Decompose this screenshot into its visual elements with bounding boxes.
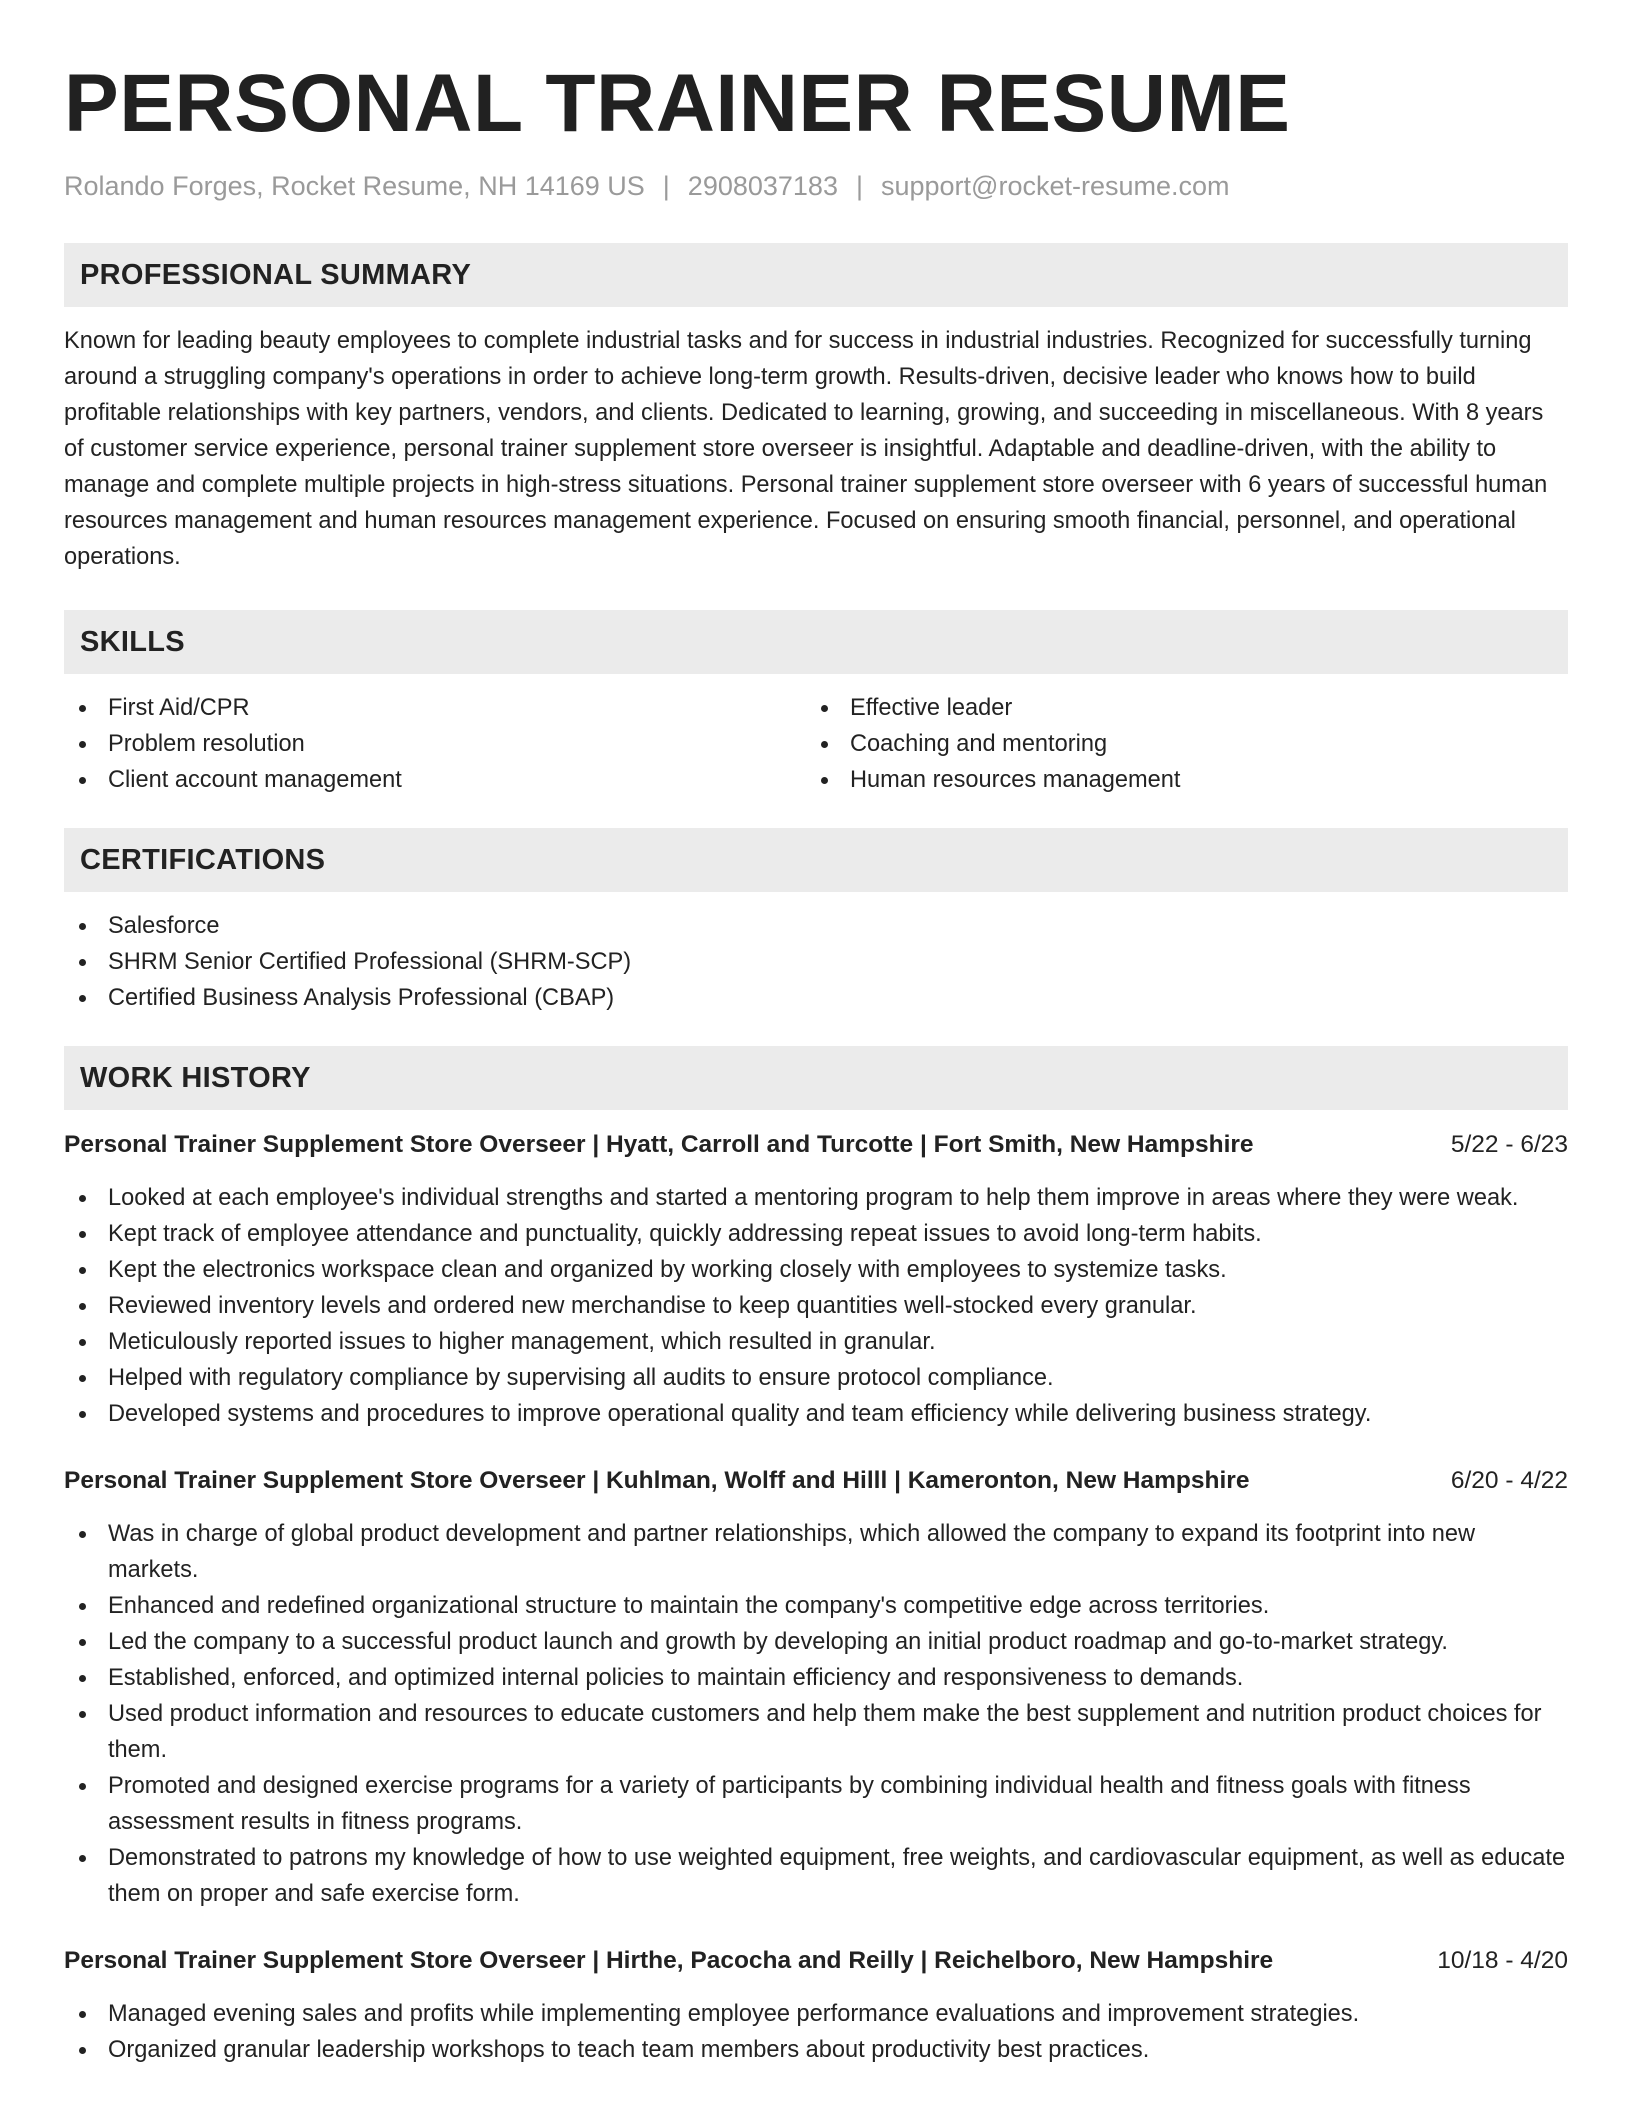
job-bullet-text: Kept track of employee attendance and punctuality, quickly addressing repeat issues to avoid long-term habits. <box>108 1221 1262 1247</box>
job-bullet <box>64 1696 1568 1768</box>
section-header-summary <box>64 243 1568 307</box>
job-bullet <box>64 1180 1568 1216</box>
job-title: Personal Trainer Supplement Store Overseer | Kuhlman, Wolff and Hilll | Kameronton, New Hampshire <box>64 1467 1250 1494</box>
section-title-certifications: CERTIFICATIONS <box>80 843 326 876</box>
bullet-dot <box>79 1267 86 1274</box>
job-entry <box>64 1464 1568 1912</box>
job-bullet <box>64 2032 1568 2068</box>
contact-email: support@rocket-resume.com <box>880 171 1230 201</box>
job-bullet-text: Helped with regulatory compliance by supervising all audits to ensure protocol compliance. <box>108 1365 1054 1391</box>
job-bullet <box>64 1516 1568 1588</box>
bullet-dot <box>79 1675 86 1682</box>
job-bullet-text: Reviewed inventory levels and ordered new merchandise to keep quantities well-stocked every granular. <box>108 1293 1197 1319</box>
job-bullet <box>64 1252 1568 1288</box>
skills-grid <box>64 690 1568 798</box>
job-header <box>64 1464 1568 1498</box>
bullet-dot <box>79 1339 86 1346</box>
job-bullets <box>64 1516 1568 1912</box>
section-title-summary: PROFESSIONAL SUMMARY <box>80 258 472 291</box>
skill-item <box>64 690 806 726</box>
bullet-dot <box>79 2047 86 2054</box>
job-dates: 5/22 - 6/23 <box>1450 1131 1568 1158</box>
job-bullet <box>64 1588 1568 1624</box>
job-bullet <box>64 1996 1568 2032</box>
job-bullet <box>64 1624 1568 1660</box>
section-header-skills <box>64 610 1568 674</box>
contact-separator: | <box>855 171 863 201</box>
certification-label: Salesforce <box>108 913 220 939</box>
bullet-dot <box>79 741 86 748</box>
job-bullet <box>64 1840 1568 1912</box>
bullet-dot <box>821 705 828 712</box>
certification-label: SHRM Senior Certified Professional (SHRM-SCP) <box>108 949 632 975</box>
job-dates: 10/18 - 4/20 <box>1437 1947 1568 1974</box>
bullet-dot <box>79 959 86 966</box>
certification-item <box>64 944 1568 980</box>
job-bullet-text: Was in charge of global product development and partner relationships, which allowed the company to expand its footprint into new markets. <box>108 1521 1476 1583</box>
bullet-dot <box>79 923 86 930</box>
job-bullet <box>64 1288 1568 1324</box>
skill-item <box>806 690 1548 726</box>
job-bullet <box>64 1324 1568 1360</box>
bullet-dot <box>79 1639 86 1646</box>
skill-label: Effective leader <box>850 695 1013 721</box>
contact-address: Rolando Forges, Rocket Resume, NH 14169 US <box>64 171 645 201</box>
job-title: Personal Trainer Supplement Store Overseer | Hyatt, Carroll and Turcotte | Fort Smith, New Hampshire <box>64 1131 1254 1158</box>
job-bullet-text: Promoted and designed exercise programs for a variety of participants by combining individual health and fitness goals with fitness assessment results in fitness programs. <box>108 1773 1471 1835</box>
bullet-dot <box>79 1375 86 1382</box>
contact-phone: 2908037183 <box>687 171 838 201</box>
certification-item <box>64 980 1568 1016</box>
job-bullet <box>64 1396 1568 1432</box>
job-header <box>64 1944 1568 1978</box>
section-header-certifications <box>64 828 1568 892</box>
bullet-dot <box>79 1303 86 1310</box>
job-bullet-text: Kept the electronics workspace clean and organized by working closely with employees to systemize tasks. <box>108 1257 1227 1283</box>
bullet-dot <box>79 1195 86 1202</box>
job-header <box>64 1128 1568 1162</box>
job-entry <box>64 1944 1568 2068</box>
job-bullet-text: Enhanced and redefined organizational structure to maintain the company's competitive edge across territories. <box>108 1593 1270 1619</box>
job-entry <box>64 1128 1568 1432</box>
bullet-dot <box>79 2011 86 2018</box>
skill-item <box>806 762 1548 798</box>
skill-item <box>64 726 806 762</box>
bullet-dot <box>79 705 86 712</box>
job-bullet-text: Led the company to a successful product launch and growth by developing an initial product roadmap and go-to-market strategy. <box>108 1629 1448 1655</box>
skills-list-left <box>64 690 806 798</box>
bullet-dot <box>79 1231 86 1238</box>
skill-label: First Aid/CPR <box>108 695 250 721</box>
bullet-dot <box>821 777 828 784</box>
bullet-dot <box>79 1711 86 1718</box>
summary-text: Known for leading beauty employees to complete industrial tasks and for success in industrial industries. Recognized for successfully turning around a struggling company's operations in order to achieve long-term growth. Results-driven, decisive leader who knows how to build profitable relationships with key partners, vendors, and clients. Dedicated to learning, growing, and succeeding in miscellaneous. With 8 years of customer service experience, personal trainer supplement store overseer is insightful. Adaptable and deadline-driven, with the ability to manage and complete multiple projects in high-stress situations. Personal trainer supplement store overseer with 6 years of successful human resources management and human resources management experience. Focused on ensuring smooth financial, personnel, and operational operations. <box>64 328 1548 570</box>
certification-item <box>64 908 1568 944</box>
bullet-dot <box>79 1783 86 1790</box>
certifications-list <box>64 908 1568 1016</box>
certification-label: Certified Business Analysis Professional (CBAP) <box>108 985 615 1011</box>
skills-list-right <box>806 690 1548 798</box>
skill-item <box>64 762 806 798</box>
section-header-work-history <box>64 1046 1568 1110</box>
job-bullet-text: Meticulously reported issues to higher management, which resulted in granular. <box>108 1329 936 1355</box>
job-bullet-text: Used product information and resources to educate customers and help them make the best supplement and nutrition product choices for them. <box>108 1701 1542 1763</box>
job-bullets <box>64 1996 1568 2068</box>
job-bullet-text: Organized granular leadership workshops to teach team members about productivity best practices. <box>108 2037 1150 2063</box>
bullet-dot <box>79 1411 86 1418</box>
resume-title: PERSONAL TRAINER RESUME <box>64 58 1291 149</box>
job-bullet-text: Established, enforced, and optimized internal policies to maintain efficiency and responsiveness to demands. <box>108 1665 1244 1691</box>
job-bullet-text: Developed systems and procedures to improve operational quality and team efficiency while delivering business strategy. <box>108 1401 1372 1427</box>
contact-separator: | <box>662 171 670 201</box>
section-title-work-history: WORK HISTORY <box>80 1061 311 1094</box>
job-bullet <box>64 1768 1568 1840</box>
bullet-dot <box>821 741 828 748</box>
job-bullet-text: Looked at each employee's individual strengths and started a mentoring program to help them improve in areas where they were weak. <box>108 1185 1519 1211</box>
resume-page <box>64 56 1568 2068</box>
bullet-dot <box>79 995 86 1002</box>
job-bullets <box>64 1180 1568 1432</box>
skill-label: Coaching and mentoring <box>850 731 1108 757</box>
skill-label: Problem resolution <box>108 731 305 757</box>
skill-item <box>806 726 1548 762</box>
job-bullet <box>64 1216 1568 1252</box>
job-bullet-text: Managed evening sales and profits while implementing employee performance evaluations and improvement strategies. <box>108 2001 1360 2027</box>
bullet-dot <box>79 777 86 784</box>
job-bullet-text: Demonstrated to patrons my knowledge of how to use weighted equipment, free weights, and cardiovascular equipment, as well as educate them on proper and safe exercise form. <box>108 1845 1566 1907</box>
job-bullet <box>64 1360 1568 1396</box>
bullet-dot <box>79 1603 86 1610</box>
bullet-dot <box>79 1531 86 1538</box>
job-title: Personal Trainer Supplement Store Overseer | Hirthe, Pacocha and Reilly | Reichelboro, New Hampshire <box>64 1947 1274 1974</box>
skill-label: Human resources management <box>850 767 1181 793</box>
job-bullet <box>64 1660 1568 1696</box>
contact-line <box>64 168 1568 204</box>
section-title-skills: SKILLS <box>80 625 185 658</box>
job-dates: 6/20 - 4/22 <box>1450 1467 1568 1494</box>
skill-label: Client account management <box>108 767 402 793</box>
bullet-dot <box>79 1855 86 1862</box>
